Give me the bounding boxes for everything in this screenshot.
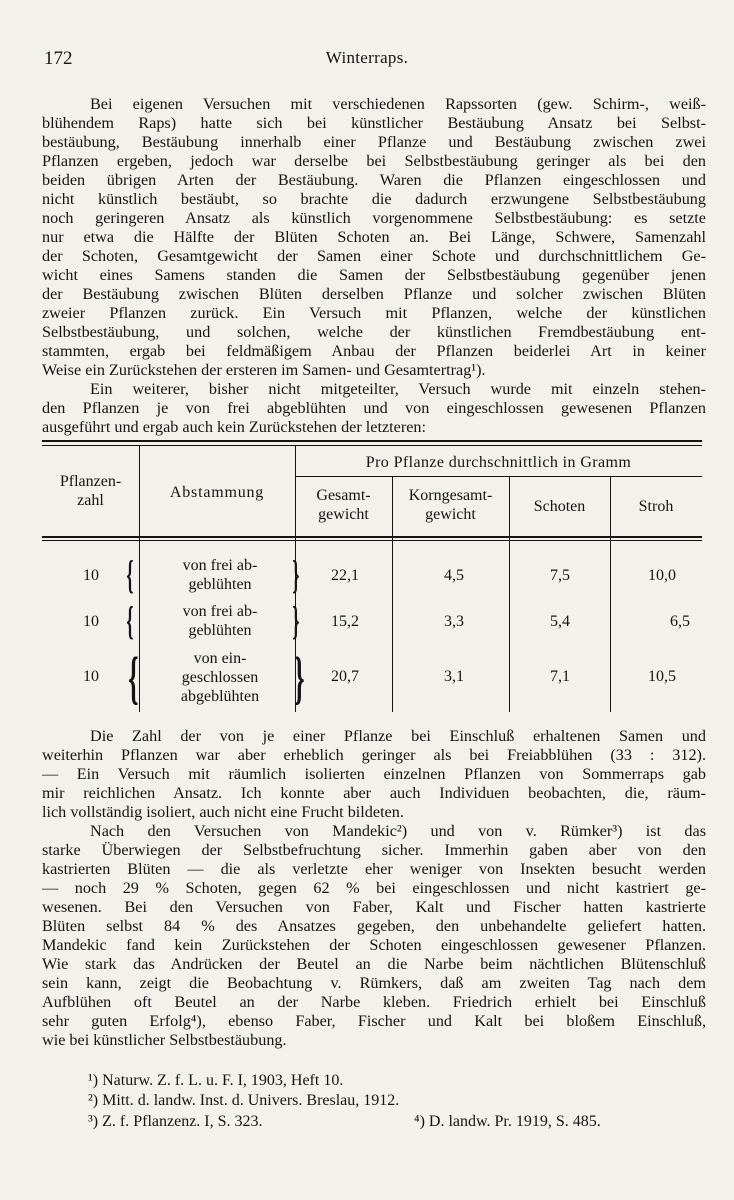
header-schoten: Schoten — [533, 498, 586, 515]
cell-text: abgeblühten — [180, 688, 260, 705]
text-line: wie bei künstlicher Selbstbestäubung. — [42, 1031, 287, 1049]
header-bottom-rule — [42, 540, 702, 541]
cell-gesamt: 20,7 — [331, 668, 359, 685]
text-line: — noch 29 % Schoten, gegen 62 % bei eingeschlossen und nicht kastriert ge- — [42, 879, 706, 897]
text-line: Wie stark das Andrücken der Beutel an die Narbe beim nächtlichen Blütenschluß — [42, 955, 706, 973]
text-line: Selbstbestäubung, und solchen, welche der künstlichen Fremdbestäubung ent- — [42, 323, 706, 341]
footnote-2: ²) Mitt. d. landw. Inst. d. Univers. Breslau, 1912. — [88, 1092, 400, 1109]
header-text: gewicht — [425, 506, 476, 523]
running-title: Winterraps. — [325, 48, 409, 67]
text-line: ausgeführt und ergab auch kein Zurückstehen der letzteren: — [42, 418, 426, 436]
text-line: Mandekic fand kein Zurückstehen der Schoten eingeschlossen gewesener Pflanzen. — [42, 936, 706, 954]
header-stroh: Stroh — [638, 498, 674, 515]
text-line: starke Überwiegen der Selbstbefruchtung sicher. Immerhin gaben aber von den — [42, 841, 706, 859]
cell-schoten: 7,5 — [550, 567, 570, 584]
cell-abstammung — [150, 556, 290, 594]
cell-abstammung — [150, 602, 290, 640]
text-line: sehr guten Erfolg⁴), ebenso Faber, Fischer und Kalt bei bloßem Einschluß, — [42, 1012, 706, 1030]
header-text: zahl — [77, 492, 104, 509]
header-group: Pro Pflanze durchschnittlich in Gramm — [365, 454, 632, 471]
cell-zahl: 10 — [83, 613, 99, 630]
brace-right: } — [294, 645, 305, 710]
text-line: den Pflanzen je von frei abgeblühten und von eingeschlossen gewesenen Pflanzen — [42, 399, 706, 417]
text-line: der Schoten, Gesamtgewicht der Samen einer Schote und durchschnittlichem Ge- — [42, 247, 706, 265]
header-text: Pflanzen- — [59, 473, 122, 490]
text-line: bestäubung, Bestäubung innerhalb einer Pflanze und Bestäubung zwischen zwei — [42, 133, 706, 151]
cell-korn: 3,3 — [444, 613, 464, 630]
text-line: weiterhin Pflanzen war aber erheblich geringer als bei Freiabblühen (33 : 312). — [42, 746, 706, 764]
text-line: Die Zahl der von je einer Pflanze bei Einschluß erhaltenen Samen und — [90, 727, 706, 745]
header-pflanzenzahl — [42, 472, 139, 510]
text-line: beiden übrigen Arten der Bestäubung. Waren die Pflanzen eingeschlossen und — [42, 171, 706, 189]
cell-text: von frei ab- — [182, 603, 258, 620]
header-gesamtgewicht — [295, 486, 392, 524]
text-line: kastrierten Blüten — die als verletzte eher weniger von Insekten besucht werden — [42, 860, 706, 878]
brace-right: } — [292, 552, 300, 597]
text-line: nicht künstlich bestäubt, so brachte die dadurch erzwungene Selbstbestäubung — [42, 190, 706, 208]
brace-left: { — [126, 552, 134, 597]
header-text: gewicht — [318, 506, 369, 523]
cell-schoten: 7,1 — [550, 668, 570, 685]
text-line: Nach den Versuchen von Mandekic²) und von v. Rümker³) ist das — [90, 822, 706, 840]
text-line: Aufblühen oft Beutel an der Narbe kleben. Friedrich erhielt bei Einschluß — [42, 993, 706, 1011]
group-header-rule — [295, 476, 702, 477]
cell-text: geblühten — [188, 622, 252, 639]
text-line: nur etwa die Hälfte der Blüten Schoten an. Bei Länge, Schwere, Samenzahl — [42, 228, 706, 246]
text-line: wicht eines Samens standen die Samen der Selbstbestäubung gegenüber jenen — [42, 266, 706, 284]
data-table — [42, 440, 702, 712]
brace-left: { — [128, 645, 139, 710]
cell-text: von ein- — [193, 650, 247, 667]
text-line: Pflanzen ergeben, jedoch war derselbe bei Selbstbestäubung geringer als bei den — [42, 152, 706, 170]
cell-gesamt: 15,2 — [331, 613, 359, 630]
text-line: lich vollständig isoliert, auch nicht eine Frucht bildeten. — [42, 803, 404, 821]
footnote-1: ¹) Naturw. Z. f. L. u. F. I, 1903, Heft 10. — [88, 1072, 344, 1089]
header-bottom-rule — [42, 536, 702, 538]
text-line: sein kann, zeigt die Beobachtung v. Rümkers, daß am zweiten Tag nach dem — [42, 974, 706, 992]
text-line: Weise ein Zurückstehen der ersteren im Samen- und Gesamtertrag¹). — [42, 361, 486, 379]
cell-gesamt: 22,1 — [331, 567, 359, 584]
text-line: — Ein Versuch mit räumlich isolierten einzelnen Pflanzen von Sommerraps gab — [42, 765, 706, 783]
cell-abstammung — [150, 649, 290, 706]
brace-left: { — [126, 598, 134, 643]
cell-stroh: 10,0 — [648, 567, 676, 584]
brace-right: } — [292, 598, 300, 643]
text-line: wesenen. Bei den Versuchen von Faber, Kalt und Fischer hatten kastrierte — [42, 898, 706, 916]
text-line: Blüten selbst 84 % des Ansatzes gegeben, den unbehandelte geliefert hatten. — [42, 917, 706, 935]
cell-zahl: 10 — [83, 567, 99, 584]
cell-stroh: 6,5 — [670, 613, 690, 630]
cell-korn: 3,1 — [444, 668, 464, 685]
text-line: Ein weiterer, bisher nicht mitgeteilter, Versuch wurde mit einzeln stehen- — [90, 380, 706, 398]
table-top-rule — [42, 445, 702, 446]
footnote-3: ³) Z. f. Pflanzenz. I, S. 323. — [88, 1113, 263, 1130]
text-line: Bei eigenen Versuchen mit verschiedenen Rapssorten (gew. Schirm-, weiß- — [90, 95, 706, 113]
cell-text: von frei ab- — [182, 557, 258, 574]
cell-schoten: 5,4 — [550, 613, 570, 630]
text-line: stammten, ergab bei feldmäßigem Anbau der Pflanzen beiderlei Art in keiner — [42, 342, 706, 360]
page-number: 172 — [44, 48, 73, 69]
cell-korn: 4,5 — [444, 567, 464, 584]
text-line: blühendem Raps) hatte sich bei künstlicher Bestäubung Ansatz bei Selbst- — [42, 114, 706, 132]
text-line: zweier Pflanzen zurück. Ein Versuch mit Pflanzen, welche der künstlichen — [42, 304, 706, 322]
cell-stroh: 10,5 — [648, 668, 676, 685]
header-text: Korngesamt- — [408, 487, 493, 504]
table-top-rule — [42, 440, 702, 442]
cell-zahl: 10 — [83, 668, 99, 685]
cell-text: geblühten — [188, 576, 252, 593]
cell-text: geschlossen — [181, 669, 259, 686]
header-abstammung: Abstammung — [169, 484, 265, 501]
footnote-4: ⁴) D. landw. Pr. 1919, S. 485. — [414, 1113, 601, 1130]
text-line: der Bestäubung zwischen Blüten derselben Pflanze und solcher zwischen Blüten — [42, 285, 706, 303]
text-line: noch geringeren Ansatz als künstlich vorgenommene Selbstbestäubung: es setzte — [42, 209, 706, 227]
text-line: mir reichlichen Ansatz. Ich konnte aber auch Individuen beobachten, die, räum- — [42, 784, 706, 802]
header-korngesamtgewicht — [392, 486, 509, 524]
header-text: Gesamt- — [316, 487, 371, 504]
